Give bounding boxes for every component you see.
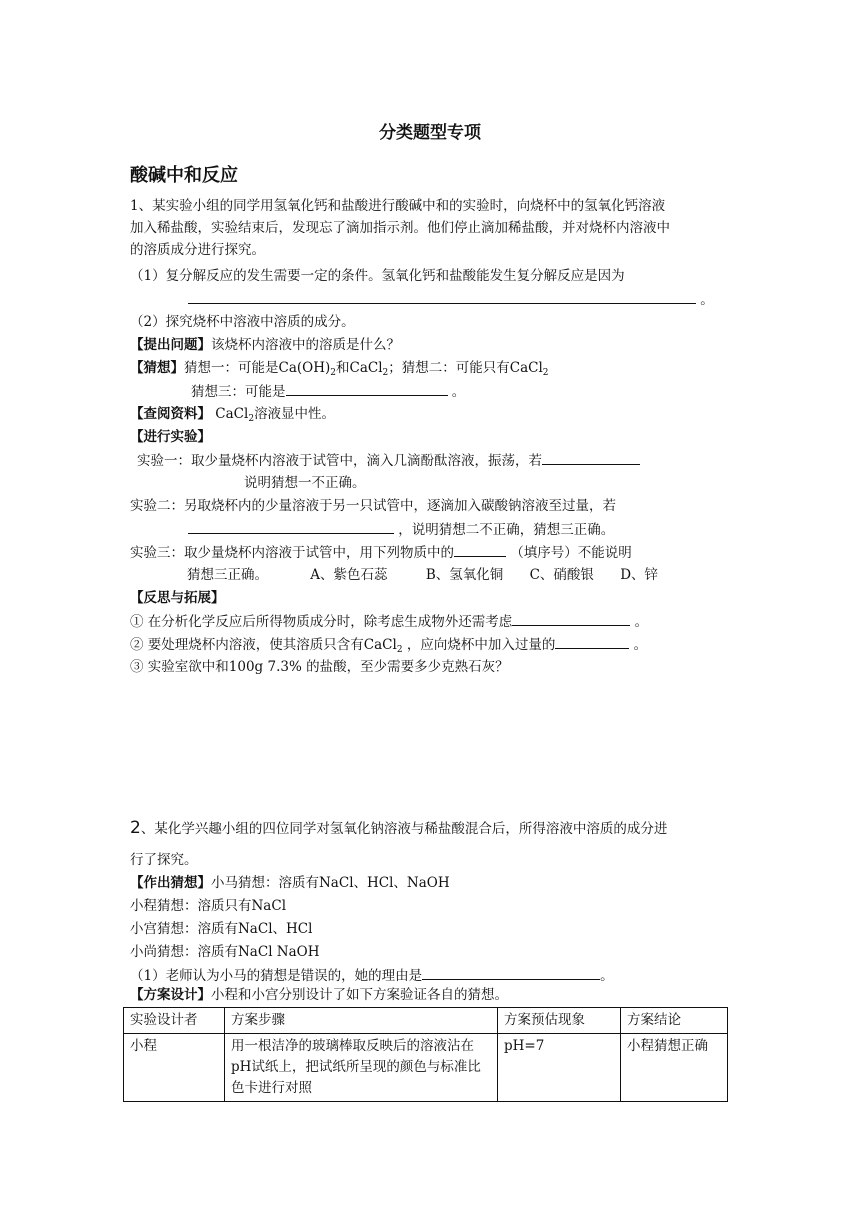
exp1-text: 实验一：取少量烧杯内溶液于试管中，滴入几滴酚酞溶液，振荡，若: [137, 453, 542, 469]
q1-exp1-line2: 说明猜想一不正确。: [244, 475, 366, 491]
info-part-b: 溶液显中性。: [254, 406, 336, 422]
option-b: B、氢氧化铜: [425, 567, 504, 583]
subscript: 2: [330, 368, 336, 378]
header-phenomenon: 方案预估现象: [498, 1008, 621, 1034]
option-a: A、紫色石蕊: [310, 567, 388, 583]
section-heading: 酸碱中和反应: [130, 165, 238, 186]
cell-conclusion: 小程猜想正确: [621, 1034, 728, 1102]
period: 。: [633, 637, 648, 653]
guess-ma: 小马猜想：溶质有NaCl、HCl、NaOH: [211, 875, 450, 891]
guess1-part-c: ；猜想二：可能只有CaCl: [388, 360, 543, 376]
cell-phenomenon: pH=7: [498, 1034, 621, 1102]
period: 。: [700, 292, 714, 308]
q1-info-line: [130, 404, 335, 429]
exp2-text: ，说明猜想二不正确，猜想三正确。: [398, 522, 615, 538]
q1-exp2-line2: [188, 519, 614, 540]
cell-steps: 用一根洁净的玻璃棒取反映后的溶液沾在pH试纸上，把试纸所呈现的颜色与标准比色卡进行对照: [225, 1034, 498, 1102]
header-designer: 实验设计者: [124, 1008, 225, 1034]
guess3-text: 猜想三：可能是: [191, 384, 286, 400]
q1-exp3-line: [130, 542, 632, 563]
q2-intro-line1: [130, 818, 667, 839]
q1-intro-line2: 加入稀盐酸，实验结束后，发现忘了滴加指示剂。他们停止滴加稀盐酸，并对烧杯内溶液中: [130, 220, 670, 236]
table-row: [124, 1034, 728, 1102]
q1-reflect1: [130, 611, 648, 632]
q1-guess-line: [130, 358, 549, 383]
q1-exp1-line: [137, 450, 640, 471]
info-tag: 【查阅资料】: [130, 406, 211, 422]
q1-guess3-line: [191, 381, 465, 402]
period: 。: [600, 968, 614, 984]
q1-exp2-line: 实验二：另取烧杯内的少量溶液于另一只试管中，逐滴加入碳酸钠溶液至过量，若: [130, 498, 616, 514]
subscript: 2: [542, 368, 549, 378]
q1-intro-line3: 的溶质成分进行探究。: [130, 242, 265, 258]
period: 。: [634, 614, 649, 630]
q1-ask-line: [130, 335, 400, 355]
q1-exp-tag: 【进行实验】: [130, 429, 211, 445]
q2-guess-line3: 小宫猜想：溶质有NaCl、HCl: [130, 921, 313, 937]
header-steps: 方案步骤: [225, 1008, 498, 1034]
plan-text: 小程和小宫分别设计了如下方案验证各自的猜想。: [211, 987, 508, 1003]
document-title: 分类题型专项: [379, 123, 481, 143]
q1-part1: （1）复分解反应的发生需要一定的条件。氢氧化钙和盐酸能发生复分解反应是因为: [130, 268, 625, 284]
answer-blank[interactable]: [542, 450, 640, 465]
option-d: D、锌: [620, 567, 659, 583]
answer-blank[interactable]: [286, 381, 448, 396]
q2-number: 2: [130, 818, 141, 838]
q1-exp3-options: [187, 565, 658, 585]
subscript: 2: [396, 645, 403, 655]
guess-tag: 【作出猜想】: [130, 875, 211, 891]
answer-blank[interactable]: [454, 542, 506, 557]
guess1-part-b: 和CaCl: [336, 360, 383, 376]
q2-guess-line2: 小程猜想：溶质只有NaCl: [130, 898, 287, 914]
q2-part1: [130, 965, 614, 986]
cell-designer: 小程: [124, 1034, 225, 1102]
q2-plan-line: [130, 985, 508, 1005]
q1-part1-answer-line: [188, 289, 714, 310]
ask-tag: 【提出问题】: [130, 337, 211, 353]
header-conclusion: 方案结论: [621, 1008, 728, 1034]
q2-intro-text: 、某化学兴趣小组的四位同学对氢氧化钠溶液与稀盐酸混合后，所得溶液中溶质的成分进: [140, 821, 668, 837]
q2-guess-line4: 小尚猜想：溶质有NaCl NaOH: [130, 944, 320, 960]
answer-blank[interactable]: [188, 289, 696, 304]
q2-guess-line1: [130, 873, 450, 893]
period: 。: [451, 384, 466, 400]
q1-reflect-tag: 【反思与拓展】: [130, 590, 225, 606]
q1-intro-line1: 1、某实验小组的同学用氢氧化钙和盐酸进行酸碱中和的实验时，向烧杯中的氢氧化钙溶液: [130, 198, 666, 214]
answer-blank[interactable]: [512, 611, 630, 626]
reflect2-text-b: ，应向烧杯中加入过量的: [406, 637, 556, 653]
answer-blank[interactable]: [188, 519, 394, 534]
plan-table: [123, 1007, 728, 1102]
exp3-text: 实验三：取少量烧杯内溶液于试管中，用下列物质中的: [130, 545, 454, 561]
reflect2-text-a: ② 要处理烧杯内溶液，使其溶质只含有CaCl: [130, 637, 397, 653]
q2-part1-text: （1）老师认为小马的猜想是错误的，她的理由是: [130, 968, 423, 984]
subscript: 2: [382, 368, 389, 378]
answer-blank[interactable]: [555, 634, 629, 649]
q2-intro-line2: 行了探究。: [130, 852, 198, 868]
exp3-text-b: （填序号）不能说明: [510, 545, 632, 561]
answer-blank[interactable]: [422, 965, 600, 980]
reflect1-text: ① 在分析化学反应后所得物质成分时，除考虑生成物外还需考虑: [130, 614, 513, 630]
q1-part2: （2）探究烧杯中溶液中溶质的成分。: [130, 314, 355, 330]
exp3-text-c: 猜想三正确。: [187, 567, 268, 583]
plan-tag: 【方案设计】: [130, 987, 211, 1003]
guess1-part-a: 猜想一：可能是Ca(OH): [184, 360, 331, 376]
info-part-a: CaCl: [211, 406, 249, 422]
subscript: 2: [248, 414, 255, 424]
q1-reflect3: ③ 实验室欲中和100g 7.3% 的盐酸，至少需要多少克熟石灰？: [130, 659, 509, 675]
ask-text: 该烧杯内溶液中的溶质是什么？: [211, 337, 400, 353]
table-header-row: [124, 1008, 728, 1034]
guess-tag: 【猜想】: [130, 360, 184, 376]
option-c: C、硝酸银: [529, 567, 594, 583]
